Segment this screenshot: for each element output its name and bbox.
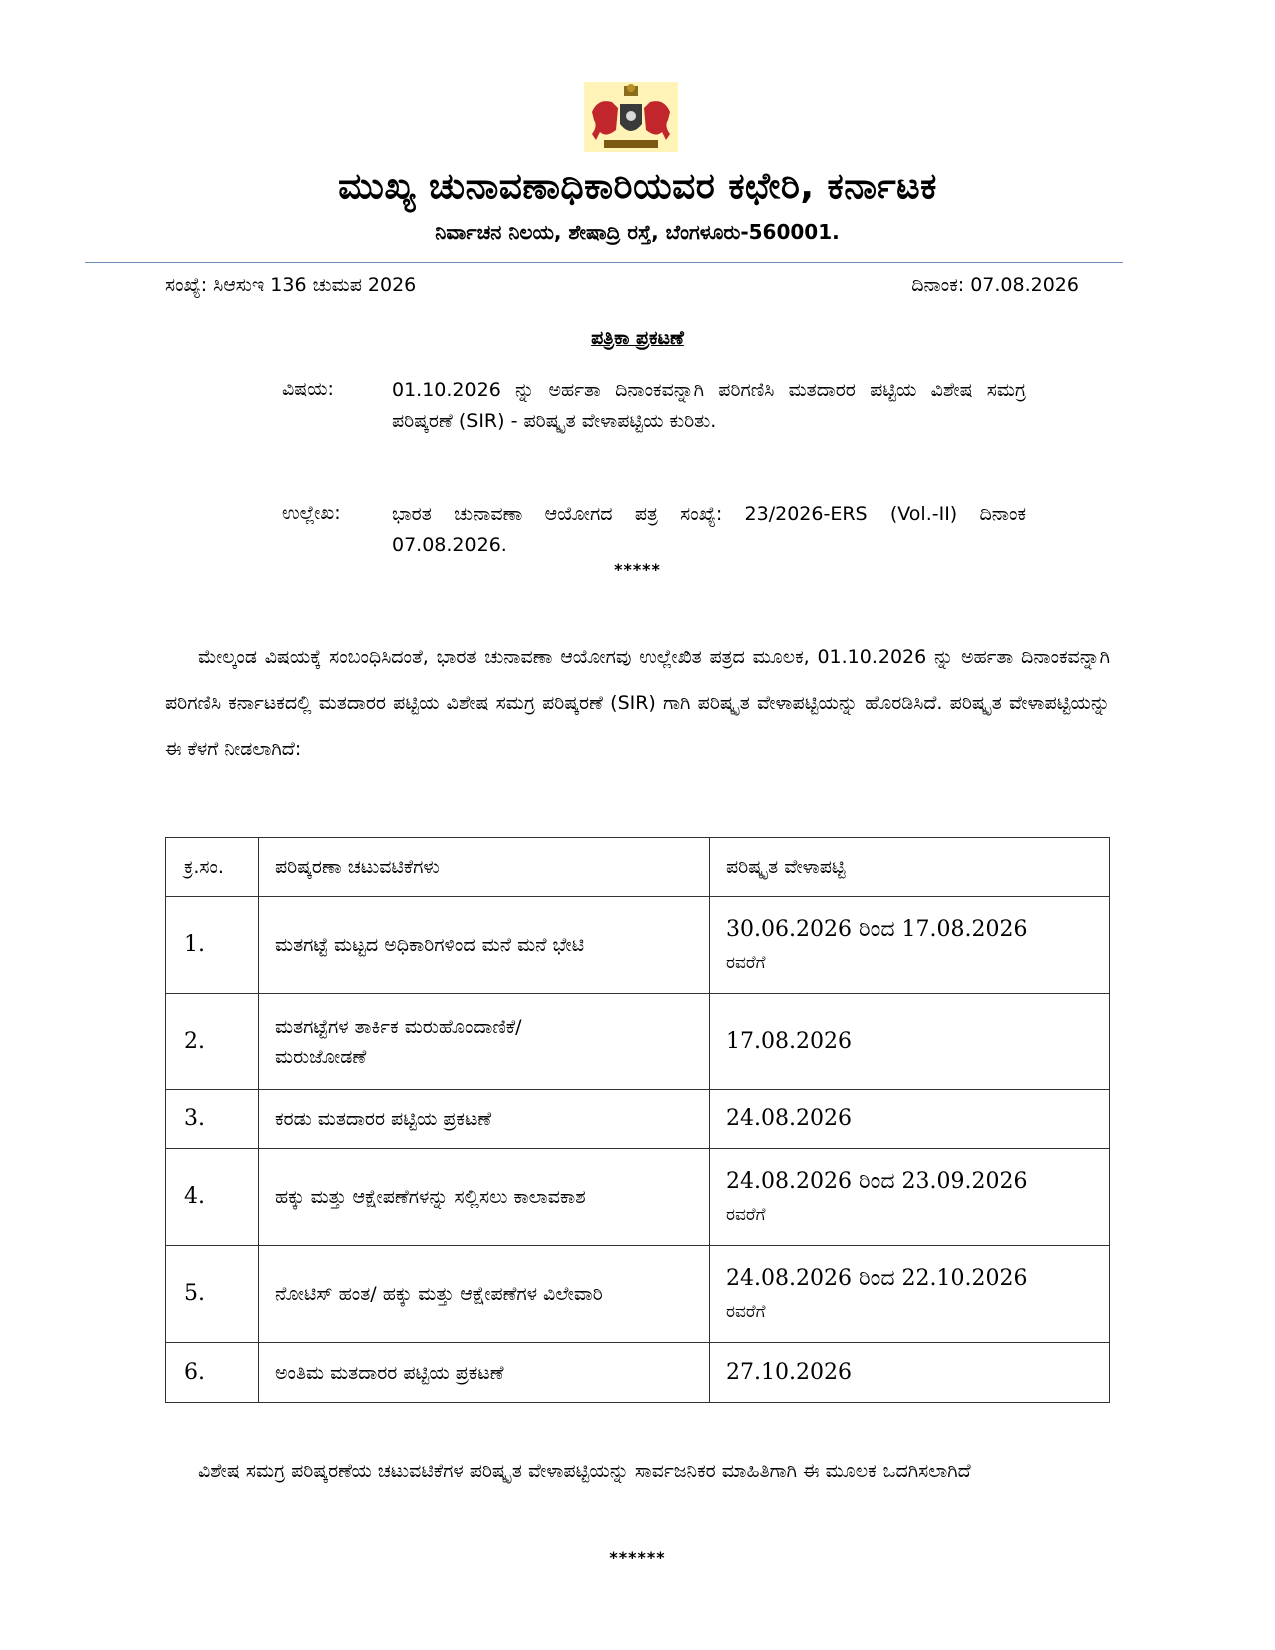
row-activity xyxy=(259,1246,710,1343)
table-header-row xyxy=(166,838,1110,897)
row-date-suffix: ರವರೆಗೆ xyxy=(726,1205,766,1225)
row-activity-line: ಅಂತಿಮ ಮತದಾರರ ಪಟ್ಟಿಯ ಪ್ರಕಟಣೆ xyxy=(275,1361,504,1384)
row-serial: 2. xyxy=(166,994,259,1090)
row-date: 24.08.2026 ರಿಂದ 22.10.2026 xyxy=(726,1266,1028,1291)
row-schedule xyxy=(710,1149,1110,1246)
row-date-suffix: ರವರೆಗೆ xyxy=(726,953,766,973)
row-serial: 6. xyxy=(166,1343,259,1403)
row-activity-line: ಮರುಜೋಡಣೆ xyxy=(275,1045,367,1068)
row-activity xyxy=(259,1343,710,1403)
table-row xyxy=(166,1343,1110,1403)
separator-bottom: ****** xyxy=(609,1548,666,1567)
header-divider xyxy=(85,262,1123,263)
separator-top: ***** xyxy=(614,560,661,579)
reference-number: ಸಂಖ್ಯೆ: ಸಿಆಸುಇ 136 ಚುಮಪ 2026 xyxy=(165,274,417,296)
table-row xyxy=(166,1246,1110,1343)
table-row xyxy=(166,994,1110,1090)
karnataka-state-emblem-icon xyxy=(584,82,678,152)
closing-paragraph: ವಿಶೇಷ ಸಮಗ್ರ ಪರಿಷ್ಕರಣೆಯ ಚಟುವಟಿಕೆಗಳ ಪರಿಷ್ಕೃತ ವೇಳಾಪಟ್ಟಿಯನ್ನು ಸಾರ್ವಜನಿಕರ ಮಾಹಿತಿಗಾಗಿ ಈ ಮೂಲಕ ಒದಗಿಸಲಾಗಿದೆ xyxy=(198,1460,971,1482)
row-schedule xyxy=(710,1090,1110,1149)
row-schedule xyxy=(710,1343,1110,1403)
row-activity xyxy=(259,1090,710,1149)
reference-text: ಭಾರತ ಚುನಾವಣಾ ಆಯೋಗದ ಪತ್ರ ಸಂಖ್ಯೆ: 23/2026-ERS (Vol.-II) ದಿನಾಂಕ 07.08.2026. xyxy=(392,503,1026,556)
row-activity-line: ಮತಗಟ್ಟೆ ಮಟ್ಟದ ಅಧಿಕಾರಿಗಳಿಂದ ಮನೆ ಮನೆ ಭೇಟಿ xyxy=(275,934,585,956)
row-activity xyxy=(259,897,710,994)
reference-date: ದಿನಾಂಕ: 07.08.2026 xyxy=(911,274,1079,296)
press-release-heading: ಪತ್ರಿಕಾ ಪ್ರಕಟಣೆ xyxy=(591,327,684,349)
row-date: 27.10.2026 xyxy=(726,1359,852,1385)
table-row xyxy=(166,897,1110,994)
row-date-suffix: ರವರೆಗೆ xyxy=(726,1302,766,1322)
row-activity xyxy=(259,1149,710,1246)
row-date: 17.08.2026 xyxy=(726,1028,852,1054)
office-address: ನಿರ್ವಾಚನ ನಿಲಯ, ಶೇಷಾದ್ರಿ ರಸ್ತೆ, ಬೆಂಗಳೂರು-560001. xyxy=(435,220,840,244)
reference-label: ಉಲ್ಲೇಖ: xyxy=(282,502,341,524)
row-activity-line: ಕರಡು ಮತದಾರರ ಪಟ್ಟಿಯ ಪ್ರಕಟಣೆ xyxy=(275,1108,492,1130)
row-activity-line: ಮತಗಟ್ಟೆಗಳ ತಾರ್ಕಿಕ ಮರುಹೊಂದಾಣಿಕೆ/ xyxy=(275,1015,522,1038)
row-activity-line: ನೋಟಿಸ್ ಹಂತ/ ಹಕ್ಕು ಮತ್ತು ಆಕ್ಷೇಪಣೆಗಳ ವಿಲೇವಾರಿ xyxy=(275,1283,603,1305)
intro-paragraph: ಮೇಲ್ಕಂಡ ವಿಷಯಕ್ಕೆ ಸಂಬಂಧಿಸಿದಂತೆ, ಭಾರತ ಚುನಾವಣಾ ಆಯೋಗವು ಉಲ್ಲೇಖಿತ ಪತ್ರದ ಮೂಲಕ, 01.10.2026 ನ್ನು ಅರ್ಹತಾ ದಿನಾಂಕವನ್ನಾಗಿ ಪರಿಗಣಿಸಿ ಕರ್ನಾಟಕದಲ್ಲಿ ಮತದಾರರ ಪಟ್ಟಿಯ ವಿಶೇಷ ಸಮಗ್ರ ಪರಿಷ್ಕರಣೆ (SIR) ಗಾಗಿ ಪರಿಷ್ಕೃತ ವೇಳಾಪಟ್ಟಿಯನ್ನು ಹೊರಡಿಸಿದೆ. ಪರಿಷ್ಕೃತ ವೇಳಾಪಟ್ಟಿಯನ್ನು ಈ ಕೆಳಗೆ ನೀಡಲಾಗಿದೆ: xyxy=(165,646,1110,760)
row-date: 24.08.2026 xyxy=(726,1106,852,1131)
row-schedule xyxy=(710,994,1110,1090)
row-activity-line: ಹಕ್ಕು ಮತ್ತು ಆಕ್ಷೇಪಣೆಗಳನ್ನು ಸಲ್ಲಿಸಲು ಕಾಲಾವಕಾಶ xyxy=(275,1186,586,1208)
row-date: 24.08.2026 ರಿಂದ 23.09.2026 xyxy=(726,1169,1028,1194)
row-activity xyxy=(259,994,710,1090)
header-activity: ಪರಿಷ್ಕರಣಾ ಚಟುವಟಿಕೆಗಳು xyxy=(259,838,710,897)
row-serial: 4. xyxy=(166,1149,259,1246)
table-row xyxy=(166,1090,1110,1149)
row-schedule xyxy=(710,1246,1110,1343)
row-schedule xyxy=(710,897,1110,994)
subject-label: ವಿಷಯ: xyxy=(282,378,334,400)
office-title: ಮುಖ್ಯ ಚುನಾವಣಾಧಿಕಾರಿಯವರ ಕಛೇರಿ, ಕರ್ನಾಟಕ xyxy=(338,166,937,207)
subject-text: 01.10.2026 ನ್ನು ಅರ್ಹತಾ ದಿನಾಂಕವನ್ನಾಗಿ ಪರಿಗಣಿಸಿ ಮತದಾರರ ಪಟ್ಟಿಯ ವಿಶೇಷ ಸಮಗ್ರ ಪರಿಷ್ಕರಣೆ (SIR) - ಪರಿಷ್ಕೃತ ವೇಳಾಪಟ್ಟಿಯ ಕುರಿತು. xyxy=(392,379,1026,432)
row-serial: 5. xyxy=(166,1246,259,1343)
row-serial: 3. xyxy=(166,1090,259,1149)
row-serial: 1. xyxy=(166,897,259,994)
header-serial: ಕ್ರ.ಸಂ. xyxy=(166,838,259,897)
table-row xyxy=(166,1149,1110,1246)
header-schedule: ಪರಿಷ್ಕೃತ ವೇಳಾಪಟ್ಟಿ xyxy=(710,838,1110,897)
revised-schedule-table xyxy=(165,837,1110,1403)
row-date: 30.06.2026 ರಿಂದ 17.08.2026 xyxy=(726,917,1028,942)
